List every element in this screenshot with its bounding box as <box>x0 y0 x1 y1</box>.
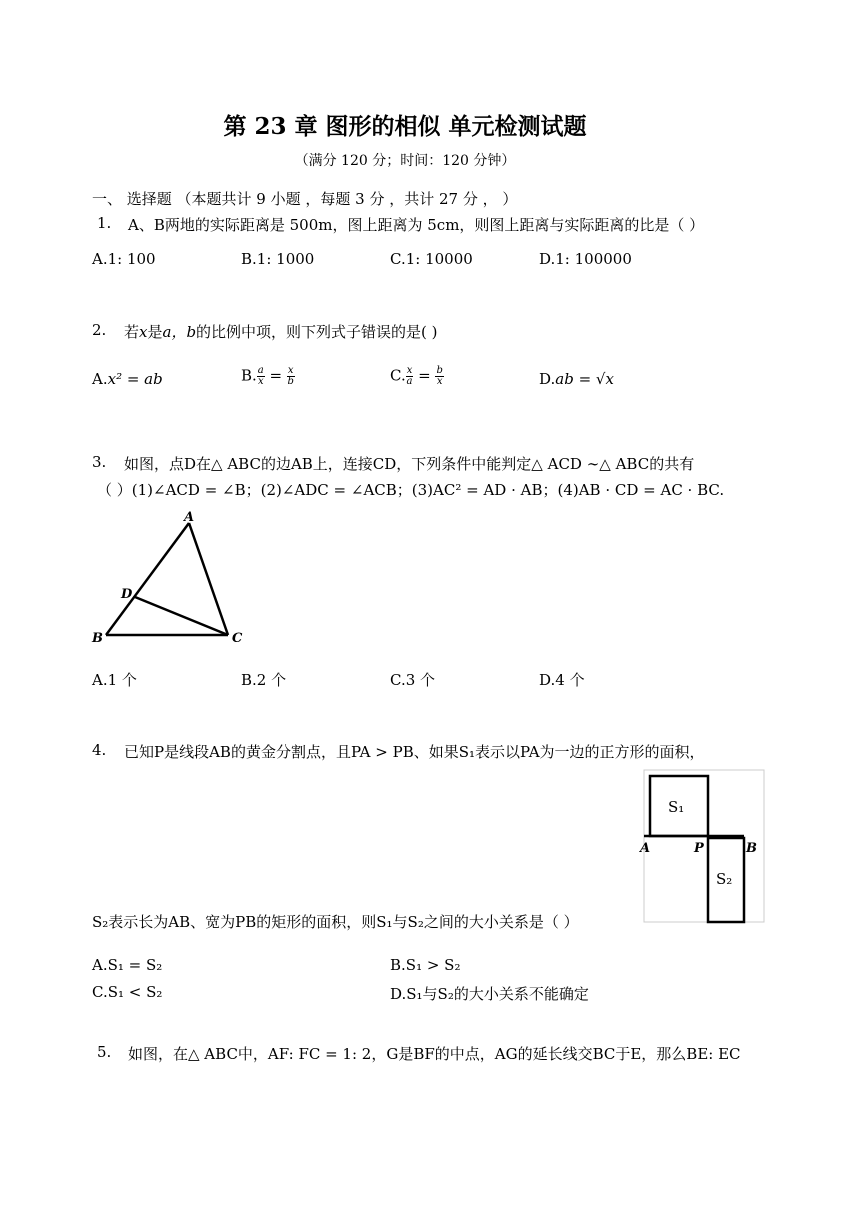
question-2-option-d: D.ab = √x <box>539 370 614 388</box>
golden-section-figure <box>638 768 770 926</box>
side-ac <box>189 523 228 635</box>
question-3-line-2: （ ）(1)∠ACD = ∠B；(2)∠ADC = ∠ACB；(3)AC² = AD · AB；(4)AB · CD = AC · BC. <box>97 481 725 499</box>
question-3-option-a: A.1 个 <box>92 671 137 689</box>
question-2-option-a: A.x² = ab <box>92 370 163 388</box>
vertex-label-b: B <box>92 631 103 646</box>
question-4-option-c: C.S₁ < S₂ <box>92 983 163 1001</box>
section-heading: 一、 选择题 （本题共计 9 小题 ，每题 3 分 ，共计 27 分 ， ） <box>92 190 518 208</box>
question-2-text: 若x是a，b的比例中项，则下列式子错误的是( ) <box>124 323 438 341</box>
question-2-number: 2. <box>92 321 107 339</box>
question-1-text: A、B两地的实际距离是 500m，图上距离为 5cm，则图上距离与实际距离的比是（ ） <box>128 216 705 234</box>
point-label-b: B <box>746 841 757 856</box>
vertex-label-d: D <box>121 587 133 602</box>
question-1-option-c: C.1: 10000 <box>390 250 473 268</box>
question-2-option-b: B. $\frac{a}{x}$ = $\frac{x}{b}$ <box>241 365 294 387</box>
vertex-label-c: C <box>232 631 243 646</box>
question-3-line-1: 如图，点D在△ ABC的边AB上，连接CD，下列条件中能判定△ ACD ∼△ ABC的共有 <box>124 455 695 473</box>
document-title: 第 23 章 图形的相似 单元检测试题 <box>223 113 587 140</box>
segment-cd <box>135 597 228 635</box>
question-1-option-a: A.1: 100 <box>92 250 156 268</box>
question-5-text: 如图，在△ ABC中，AF: FC = 1: 2，G是BF的中点，AG的延长线交BC于E，那么BE: EC <box>128 1045 741 1063</box>
point-label-a: A <box>640 841 651 856</box>
question-1-option-d: D.1: 100000 <box>539 250 632 268</box>
question-4-option-d: D.S₁与S₂的大小关系不能确定 <box>390 985 589 1003</box>
question-3-number: 3. <box>92 453 107 471</box>
question-4-line-1: 已知P是线段AB的黄金分割点，且PA > PB、如果S₁表示以PA为一边的正方形的面积， <box>124 743 705 761</box>
document-subtitle: （满分 120 分；时间：120 分钟） <box>294 153 516 169</box>
label-s2: S₂ <box>716 870 733 888</box>
question-2-option-c: C. $\frac{x}{a}$ = $\frac{b}{x}$ <box>390 365 443 387</box>
question-3-option-b: B.2 个 <box>241 671 287 689</box>
question-4-number: 4. <box>92 741 107 759</box>
question-1-number: 1. <box>97 214 112 232</box>
question-5-number: 5. <box>97 1043 112 1061</box>
question-1-option-b: B.1: 1000 <box>241 250 315 268</box>
question-4-option-a: A.S₁ = S₂ <box>92 956 163 974</box>
point-label-p: P <box>694 841 704 856</box>
label-s1: S₁ <box>668 798 685 816</box>
question-4-option-b: B.S₁ > S₂ <box>390 956 461 974</box>
question-4-line-2: S₂表示长为AB、宽为PB的矩形的面积，则S₁与S₂之间的大小关系是（ ） <box>92 913 579 931</box>
side-ab <box>106 523 189 635</box>
vertex-label-a: A <box>184 510 195 525</box>
question-3-option-d: D.4 个 <box>539 671 585 689</box>
triangle-figure <box>88 505 258 650</box>
question-3-option-c: C.3 个 <box>390 671 436 689</box>
